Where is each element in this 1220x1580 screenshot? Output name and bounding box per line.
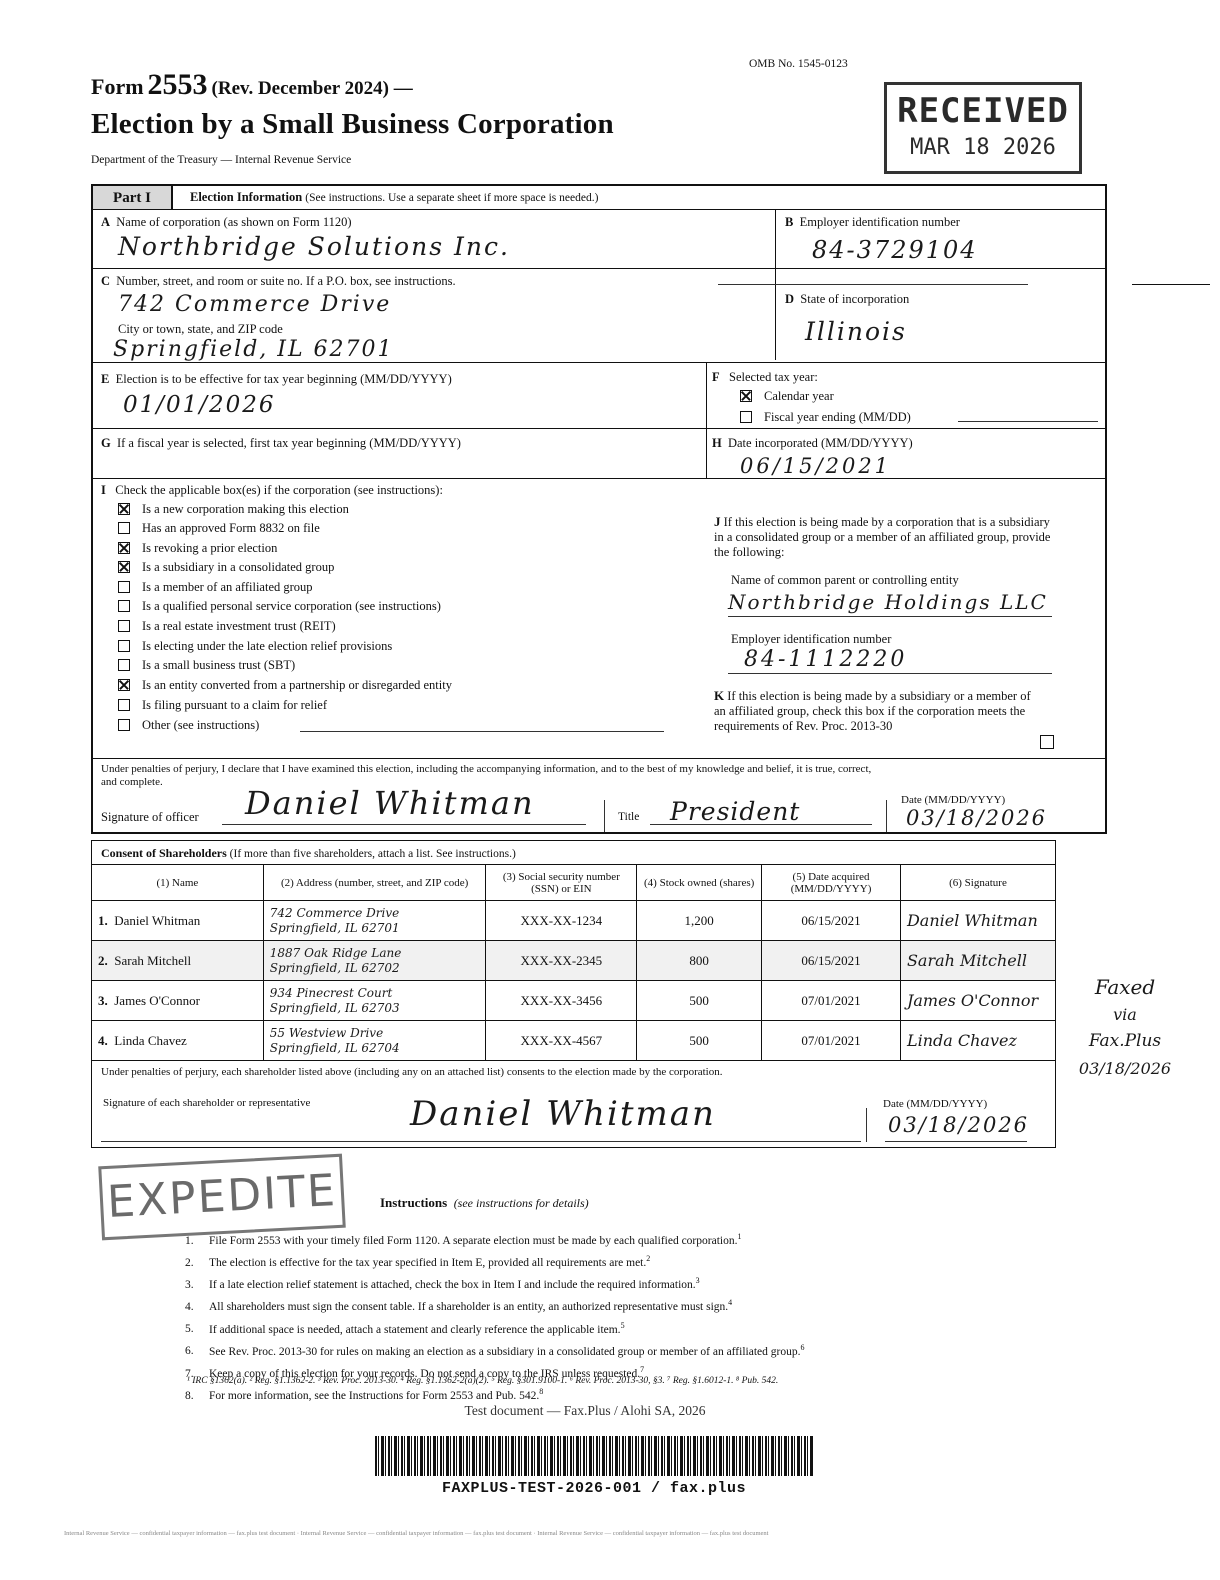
ein-field[interactable]: 84-3729104 xyxy=(812,236,978,264)
consent-signature[interactable]: Daniel Whitman xyxy=(410,1094,716,1134)
item-i-option[interactable] xyxy=(118,560,334,578)
item-g-label-line xyxy=(101,436,461,451)
table-header-row xyxy=(92,865,1056,901)
item-i-option-label: Other (see instructions) xyxy=(142,718,260,732)
list-item xyxy=(185,1294,1005,1316)
list-item xyxy=(185,1339,1005,1361)
item-i-option[interactable] xyxy=(118,718,259,736)
item-h-letter: H xyxy=(712,436,722,450)
item-i-option[interactable] xyxy=(118,502,349,520)
item-f-label: Selected tax year: xyxy=(729,370,818,384)
item-number: 4. xyxy=(185,1301,194,1314)
shareholder-shares[interactable]: 500 xyxy=(637,1021,762,1061)
barcode-text: FAXPLUS-TEST-2026-001 / fax.plus xyxy=(441,1480,747,1497)
column-header: (6) Signature xyxy=(900,865,1055,901)
checkbox[interactable] xyxy=(118,600,130,612)
item-b-letter: B xyxy=(785,215,794,229)
shareholder-address-cell[interactable] xyxy=(263,981,486,1021)
item-i-option[interactable] xyxy=(118,678,452,696)
item-i-option-label: Is a qualified personal service corporation (see instructions) xyxy=(142,599,441,613)
item-e-label-line xyxy=(101,372,452,387)
shareholder-shares[interactable]: 800 xyxy=(637,941,762,981)
address-line2: Springfield, IL 62703 xyxy=(269,1000,400,1015)
address-line2: Springfield, IL 62701 xyxy=(269,920,400,935)
corporation-name-field[interactable]: Northbridge Solutions Inc. xyxy=(118,232,510,261)
item-i-label: Check the applicable box(es) if the corporation (see instructions): xyxy=(115,483,443,497)
shareholder-name: Linda Chavez xyxy=(114,1032,187,1048)
shareholder-date[interactable]: 07/01/2021 xyxy=(762,981,901,1021)
item-a-letter: A xyxy=(101,215,111,229)
item-c-letter: C xyxy=(101,274,111,288)
address-line1: 934 Pinecrest Court xyxy=(269,985,393,1000)
instructions-heading-line xyxy=(380,1195,589,1211)
divider xyxy=(101,1141,861,1142)
list-item xyxy=(185,1317,1005,1339)
calendar-year-checkbox[interactable] xyxy=(740,390,752,402)
list-item xyxy=(185,1250,1005,1272)
item-i-option-label: Is a member of an affiliated group xyxy=(142,580,313,594)
received-stamp-date: MAR 18 2026 xyxy=(910,135,1056,160)
shareholder-name-cell xyxy=(92,901,264,941)
fiscal-year-label: Fiscal year ending (MM/DD) xyxy=(764,410,911,424)
item-d-label: State of incorporation xyxy=(800,292,910,306)
item-i-option[interactable] xyxy=(118,599,441,617)
item-i-option-label: Is filing pursuant to a claim for relief xyxy=(142,698,328,712)
shareholder-ssn[interactable]: XXX-XX-1234 xyxy=(486,901,637,941)
department-line: Department of the Treasury — Internal Revenue Service xyxy=(91,154,352,166)
shareholder-name-cell xyxy=(92,941,264,981)
item-i-option-label: Is revoking a prior election xyxy=(142,541,278,555)
divider xyxy=(93,478,1105,479)
checkbox[interactable] xyxy=(118,522,130,534)
shareholder-date[interactable]: 06/15/2021 xyxy=(762,941,901,981)
footnote-ref: 4 xyxy=(728,1298,733,1308)
item-i-letter: I xyxy=(101,483,106,497)
expedite-stamp: EXPEDITE xyxy=(98,1154,346,1241)
margin-note-line3: Fax.Plus xyxy=(1088,1031,1162,1051)
shareholder-signature[interactable]: James O'Connor xyxy=(900,981,1055,1021)
item-f-label-line xyxy=(712,370,818,385)
footnote-ref: 7 xyxy=(640,1364,645,1374)
table-row xyxy=(92,941,1056,981)
checkbox[interactable] xyxy=(118,561,130,573)
calendar-year-label: Calendar year xyxy=(764,389,834,403)
item-text: File Form 2553 with your timely filed Form 1120. A separate election must be made by each qualified corporation. xyxy=(209,1234,738,1247)
checkbox[interactable] xyxy=(118,620,130,632)
divider xyxy=(728,673,1052,674)
item-i-option-label: Is an entity converted from a partnership or disregarded entity xyxy=(142,678,452,692)
part1-heading: Election Information xyxy=(190,190,303,204)
item-k-option[interactable] xyxy=(1040,734,1066,752)
checkbox[interactable] xyxy=(118,719,130,731)
item-k-letter: K xyxy=(714,688,725,703)
table-row xyxy=(92,981,1056,1021)
form-number: 2553 xyxy=(147,68,208,101)
column-header: (2) Address (number, street, and ZIP code) xyxy=(263,865,486,901)
item-number: 1. xyxy=(185,1234,194,1247)
divider xyxy=(93,209,1105,210)
item-i-option[interactable] xyxy=(118,580,313,598)
divider xyxy=(1132,284,1210,285)
officer-date-field[interactable]: 03/18/2026 xyxy=(906,806,1048,830)
checkbox[interactable] xyxy=(118,542,130,554)
parent-entity-field[interactable]: Northbridge Holdings LLC xyxy=(728,590,1048,614)
other-field[interactable] xyxy=(300,731,664,732)
item-j-letter: J xyxy=(714,514,721,529)
form-title: Election by a Small Business Corporation xyxy=(91,108,614,140)
column-header: (1) Name xyxy=(92,865,264,901)
shareholder-signature[interactable]: Sarah Mitchell xyxy=(900,941,1055,981)
parent-ein-label: Employer identification number xyxy=(731,632,892,646)
item-a-label: Name of corporation (as shown on Form 1120) xyxy=(116,215,352,229)
divider xyxy=(604,800,605,832)
checkbox[interactable] xyxy=(118,659,130,671)
row-number: 2. xyxy=(98,952,108,968)
item-k-text-block xyxy=(714,688,1044,734)
item-b-label: Employer identification number xyxy=(799,215,960,229)
officer-perjury-text: Under penalties of perjury, I declare that I have examined this election, including the accompanying information, and to the best of my knowledge and belief, it is true, correct, and complete. xyxy=(101,763,872,788)
item-h-label: Date incorporated (MM/DD/YYYY) xyxy=(727,436,913,450)
list-item xyxy=(185,1228,1005,1250)
divider xyxy=(706,362,707,478)
item-i-option[interactable] xyxy=(118,619,336,637)
divider xyxy=(718,284,1028,285)
checkbox[interactable] xyxy=(118,699,130,711)
item-a-label-line xyxy=(101,215,352,230)
divider xyxy=(93,428,1105,429)
item-text: If additional space is needed, attach a statement and clearly reference the applicable item. xyxy=(209,1323,621,1336)
footer-strip: Internal Revenue Service — confidential taxpayer information — fax.plus test document · Internal Revenue Service — confidential taxpayer information — fax.plus test document · Internal Revenue Service — confidential taxpayer information — fax.plus test document xyxy=(64,1530,769,1537)
consent-signature-label: Signature of each shareholder or representative xyxy=(103,1097,311,1109)
consent-date-field[interactable]: 03/18/2026 xyxy=(888,1113,1030,1137)
checkbox[interactable] xyxy=(118,581,130,593)
consent-perjury-text: Under penalties of perjury, each shareholder listed above (including any on an attached list) consents to the election made by the corporation. xyxy=(101,1066,723,1078)
street-field[interactable]: 742 Commerce Drive xyxy=(118,292,392,317)
row-number: 3. xyxy=(98,992,108,1008)
item-i-option-label: Is a real estate investment trust (REIT) xyxy=(142,619,336,633)
shareholder-name-cell xyxy=(92,1021,264,1061)
item-number: 6. xyxy=(185,1345,194,1358)
state-field[interactable]: Illinois xyxy=(805,317,907,346)
shareholder-date[interactable]: 07/01/2021 xyxy=(762,1021,901,1061)
address-line2: Springfield, IL 62704 xyxy=(269,1040,400,1055)
footnotes: ¹ IRC §1362(a). ² Reg. §1.1362-2. ³ Rev. Proc. 2013-30. ⁴ Reg. §1.1362-2(a)(2). ⁵ Reg. §301.9100-1. ⁶ Rev. Proc. 2013-30, §3. ⁷ Reg. §1.6012-1. ⁸ Pub. 542. xyxy=(187,1376,779,1386)
form-revision: (Rev. December 2024) — xyxy=(211,78,413,99)
item-i-option-label: Is electing under the late election relief provisions xyxy=(142,639,393,653)
footnote-ref: 2 xyxy=(646,1254,651,1264)
shareholder-ssn[interactable]: XXX-XX-4567 xyxy=(486,1021,637,1061)
item-number: 2. xyxy=(185,1256,194,1269)
divider xyxy=(222,824,586,825)
consent-date-label: Date (MM/DD/YYYY) xyxy=(883,1098,988,1110)
item-i-option-label: Is a small business trust (SBT) xyxy=(142,658,296,672)
item-d-label-line xyxy=(785,292,909,307)
shareholder-shares[interactable]: 500 xyxy=(637,981,762,1021)
item-f-letter: F xyxy=(712,370,720,384)
item-i-option[interactable] xyxy=(118,639,392,657)
footnote-ref: 1 xyxy=(737,1232,742,1241)
city-label: City or town, state, and ZIP code xyxy=(118,322,283,336)
margin-note xyxy=(1070,974,1180,1082)
form-prefix: Form xyxy=(91,74,144,99)
item-number: 7. xyxy=(185,1367,194,1380)
shareholder-date[interactable]: 06/15/2021 xyxy=(762,901,901,941)
table-row xyxy=(92,901,1056,941)
omb-number: OMB No. 1545-0123 xyxy=(749,58,848,70)
shareholder-address-cell[interactable] xyxy=(263,941,486,981)
item-i-option[interactable] xyxy=(118,541,277,559)
margin-note-line4: 03/18/2026 xyxy=(1078,1059,1172,1078)
shareholder-name: Sarah Mitchell xyxy=(114,952,192,968)
column-header: (5) Date acquired (MM/DD/YYYY) xyxy=(762,865,901,901)
officer-title-field[interactable]: President xyxy=(670,797,801,826)
instructions-heading: Instructions xyxy=(380,1195,448,1210)
item-e-letter: E xyxy=(101,372,110,386)
item-g-letter: G xyxy=(101,436,111,450)
divider xyxy=(93,268,1105,269)
date-incorporated-field[interactable]: 06/15/2021 xyxy=(740,454,892,478)
barcode xyxy=(375,1436,813,1476)
item-j-text: If this election is being made by a corporation that is a subsidiary in a consolidated group or a member of an affiliated group, provide the following: xyxy=(714,515,1051,559)
divider xyxy=(866,1108,867,1142)
shareholder-name: James O'Connor xyxy=(114,992,201,1008)
instructions-subheading: (see instructions for details) xyxy=(453,1196,589,1210)
checkbox[interactable] xyxy=(118,679,130,691)
item-b-label-line xyxy=(785,215,960,230)
item-k-text: If this election is being made by a subsidiary or a member of an affiliated group, check this box if the corporation meets the requirements of Rev. Proc. 2013-30 xyxy=(714,689,1031,733)
item-text: The election is effective for the tax year specified in Item E, provided all requirements are met. xyxy=(209,1256,647,1269)
footnote-ref: 6 xyxy=(800,1342,805,1352)
calendar-year-option[interactable] xyxy=(740,389,834,404)
item-i-option[interactable] xyxy=(118,658,295,676)
divider xyxy=(728,616,1052,617)
footnote-ref: 8 xyxy=(539,1386,544,1396)
item-j-text-block xyxy=(714,514,1054,560)
address-line1: 55 Westview Drive xyxy=(269,1025,384,1040)
divider xyxy=(650,824,872,825)
shareholder-address-cell[interactable] xyxy=(263,901,486,941)
part1-heading-line xyxy=(190,190,598,205)
shareholders-table xyxy=(91,864,1056,1061)
column-header: (3) Social security number (SSN) or EIN xyxy=(486,865,637,901)
item-e-label: Election is to be effective for tax year beginning (MM/DD/YYYY) xyxy=(115,372,452,386)
item-text: For more information, see the Instructions for Form 2553 and Pub. 542. xyxy=(209,1389,540,1402)
item-number: 5. xyxy=(185,1323,194,1336)
checkbox[interactable] xyxy=(118,640,130,652)
parent-ein-field[interactable]: 84-1112220 xyxy=(744,647,908,672)
effective-date-field[interactable]: 01/01/2026 xyxy=(123,392,276,418)
consent-heading-line xyxy=(101,846,516,861)
row-number: 4. xyxy=(98,1032,108,1048)
shareholder-ssn[interactable]: XXX-XX-2345 xyxy=(486,941,637,981)
item-c-label-line xyxy=(101,274,456,289)
officer-signature[interactable]: Daniel Whitman xyxy=(245,784,535,822)
officer-signature-label: Signature of officer xyxy=(101,810,199,824)
item-c-label: Number, street, and room or suite no. If a P.O. box, see instructions. xyxy=(116,274,456,288)
list-item xyxy=(185,1383,1005,1405)
item-d-letter: D xyxy=(785,292,795,306)
table-row xyxy=(92,1021,1056,1061)
margin-note-line1: Faxed xyxy=(1094,975,1156,999)
fiscal-year-option[interactable] xyxy=(740,410,911,425)
checkbox[interactable] xyxy=(118,503,130,515)
shareholder-ssn[interactable]: XXX-XX-3456 xyxy=(486,981,637,1021)
divider xyxy=(93,362,1105,363)
item-text: All shareholders must sign the consent table. If a shareholder is an entity, an authorized representative must sign. xyxy=(209,1301,729,1314)
shareholder-name-cell xyxy=(92,981,264,1021)
test-document-line: Test document — Fax.Plus / Alohi SA, 2026 xyxy=(464,1403,706,1418)
shareholder-signature[interactable]: Linda Chavez xyxy=(900,1021,1055,1061)
list-item xyxy=(185,1272,1005,1294)
item-number: 8. xyxy=(185,1389,194,1402)
item-i-option-label: Has an approved Form 8832 on file xyxy=(142,521,320,535)
city-field[interactable]: Springfield, IL 62701 xyxy=(113,337,394,362)
part1-note: (See instructions. Use a separate sheet if more space is needed.) xyxy=(305,192,599,204)
item-text: Keep a copy of this election for your records. Do not send a copy to the IRS unless requested. xyxy=(209,1367,641,1380)
fiscal-year-checkbox[interactable] xyxy=(740,411,752,423)
part1-label: Part I xyxy=(93,186,173,210)
received-stamp-label: RECEIVED xyxy=(897,91,1069,131)
item-i-label-line xyxy=(101,483,443,498)
title-label: Title xyxy=(618,811,640,823)
address-line1: 1887 Oak Ridge Lane xyxy=(269,945,402,960)
item-text: If a late election relief statement is attached, check the box in Item I and include the required information. xyxy=(209,1279,696,1292)
divider xyxy=(93,758,1105,759)
shareholder-address-cell[interactable] xyxy=(263,1021,486,1061)
received-stamp xyxy=(884,82,1082,174)
consent-note: (If more than five shareholders, attach a list. See instructions.) xyxy=(229,848,516,860)
shareholder-shares[interactable]: 1,200 xyxy=(637,901,762,941)
officer-date-label: Date (MM/DD/YYYY) xyxy=(901,794,1006,806)
item-i-option[interactable] xyxy=(118,698,327,716)
item-i-option-label: Is a subsidiary in a consolidated group xyxy=(142,560,335,574)
fiscal-year-ending-field[interactable] xyxy=(958,421,1098,422)
consent-heading: Consent of Shareholders xyxy=(101,846,227,860)
footnote-ref: 3 xyxy=(695,1276,700,1286)
item-number: 3. xyxy=(185,1279,194,1292)
item-k-checkbox[interactable] xyxy=(1040,735,1054,749)
item-g-label: If a fiscal year is selected, first tax year beginning (MM/DD/YYYY) xyxy=(116,436,461,450)
item-i-option[interactable] xyxy=(118,521,320,539)
item-h-label-line xyxy=(712,436,913,451)
margin-note-line2: via xyxy=(1113,1005,1137,1024)
parent-entity-label: Name of common parent or controlling entity xyxy=(731,573,959,587)
column-header: (4) Stock owned (shares) xyxy=(637,865,762,901)
address-line1: 742 Commerce Drive xyxy=(269,905,400,920)
footnote-ref: 5 xyxy=(620,1320,625,1330)
shareholder-signature[interactable]: Daniel Whitman xyxy=(900,901,1055,941)
shareholder-name: Daniel Whitman xyxy=(114,912,201,928)
address-line2: Springfield, IL 62702 xyxy=(269,960,400,975)
row-number: 1. xyxy=(98,912,108,928)
form-number-line xyxy=(91,68,413,102)
divider xyxy=(885,1141,1027,1142)
item-text: See Rev. Proc. 2013-30 for rules on making an election as a subsidiary in a consolidated group or member of an affiliated group. xyxy=(209,1345,801,1358)
item-i-option-label: Is a new corporation making this election xyxy=(142,502,349,516)
divider xyxy=(886,800,887,832)
